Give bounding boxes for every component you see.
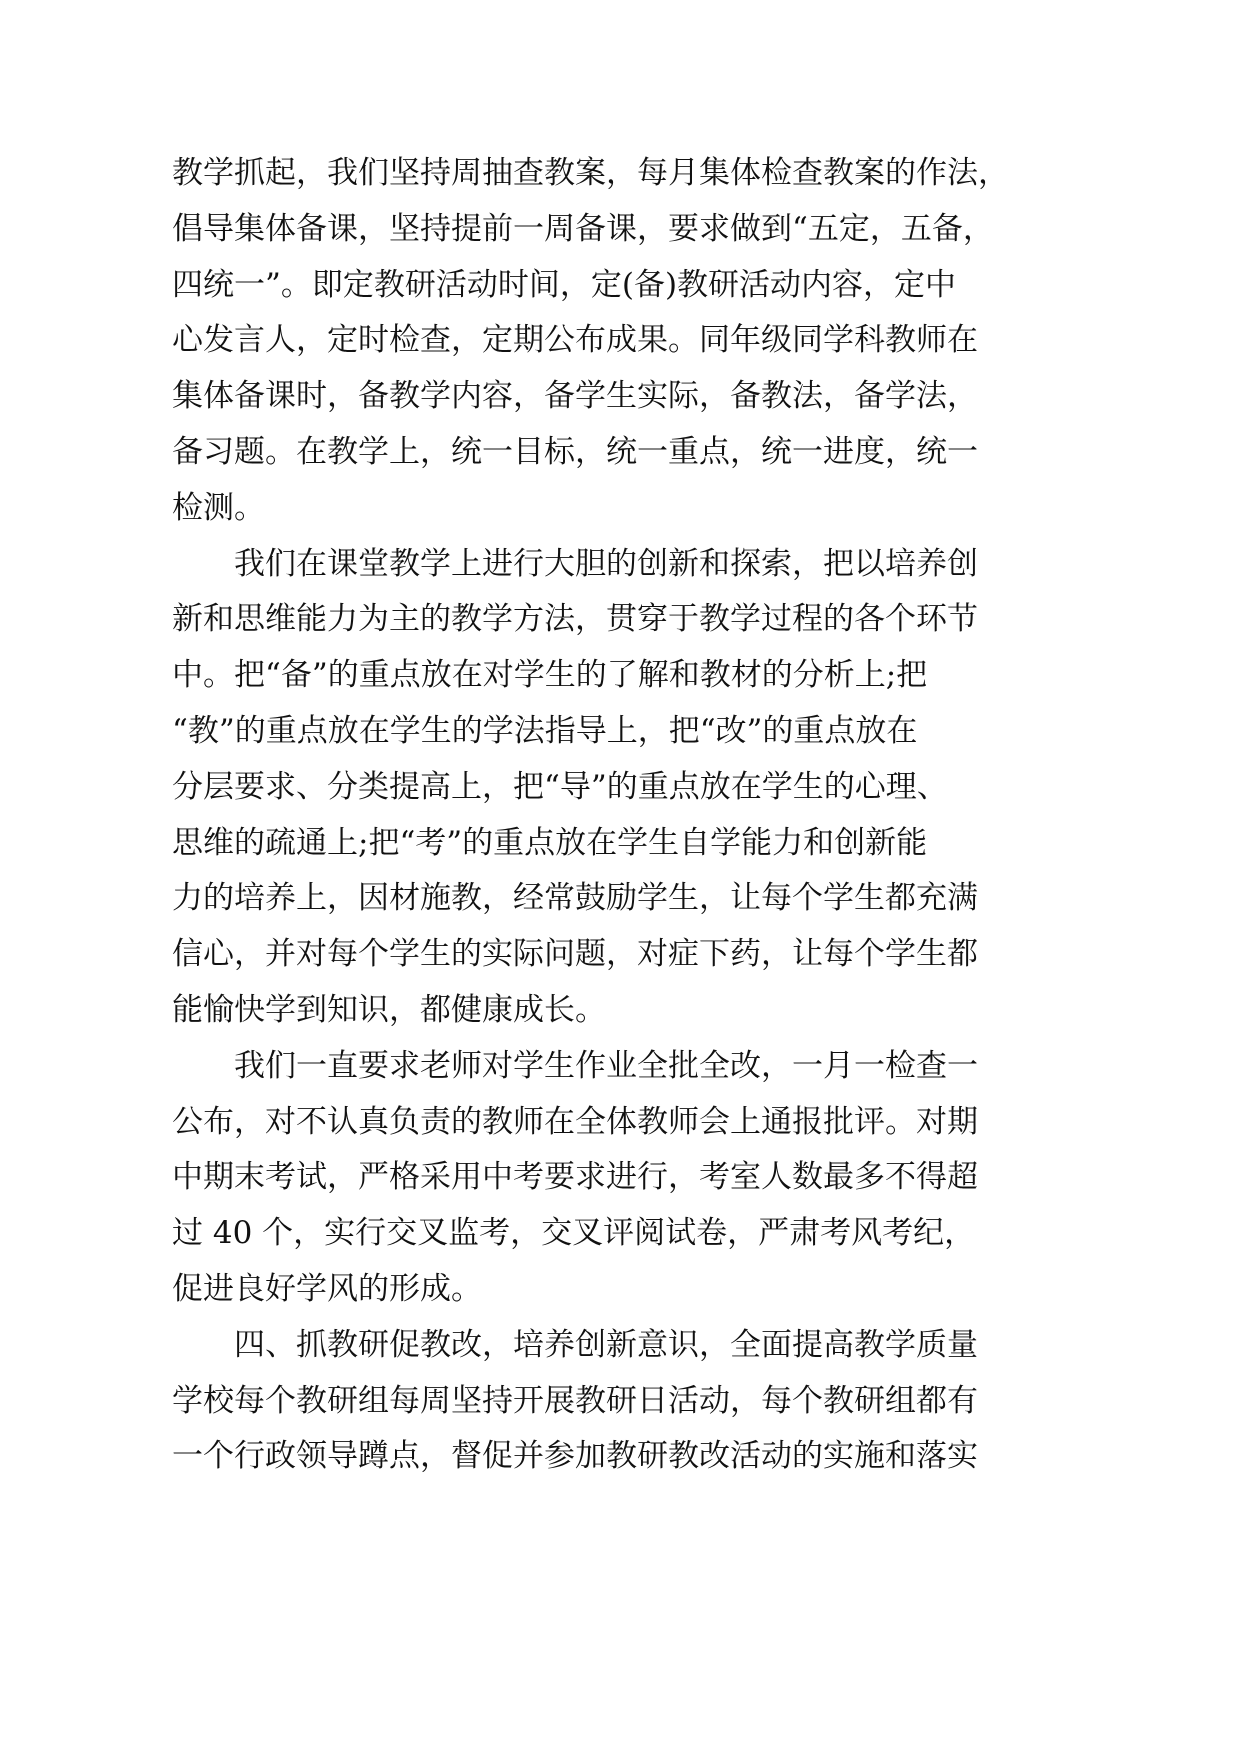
text-line: 我们一直要求老师对学生作业全批全改，一月一检查一: [172, 1047, 978, 1084]
text-line: 集体备课时，备教学内容，备学生实际，备教法，备学法，: [172, 378, 978, 415]
text-line: 中期末考试，严格采用中考要求进行，考室人数最多不得超: [172, 1159, 978, 1196]
text-line: 备习题。在教学上，统一目标，统一重点，统一进度，统一: [172, 433, 978, 470]
text-line: 学校每个教研组每周坚持开展教研日活动，每个教研组都有: [172, 1382, 978, 1419]
text-line: 四统一”。即定教研活动时间，定(备)教研活动内容，定中: [172, 266, 957, 303]
text-line: 促进良好学风的形成。: [172, 1270, 482, 1307]
text-line: “教”的重点放在学生的学法指导上，把“改”的重点放在: [172, 712, 918, 749]
text-line: 过 40 个，实行交叉监考，交叉评阅试卷，严肃考风考纪，: [172, 1215, 976, 1252]
text-line: 检测。: [172, 489, 265, 526]
text-line: 中。把“备”的重点放在对学生的了解和教材的分析上;把: [172, 657, 928, 694]
text-line: 倡导集体备课，坚持提前一周备课，要求做到“五定，五备，: [172, 210, 994, 247]
text-line: 公布，对不认真负责的教师在全体教师会上通报批评。对期: [172, 1103, 978, 1140]
text-line: 分层要求、分类提高上，把“导”的重点放在学生的心理、: [172, 768, 948, 805]
text-line: 能愉快学到知识，都健康成长。: [172, 991, 606, 1028]
text-line: 一个行政领导蹲点，督促并参加教研教改活动的实施和落实: [172, 1438, 978, 1475]
text-line: 心发言人，定时检查，定期公布成果。同年级同学科教师在: [172, 322, 978, 359]
text-line: 教学抓起，我们坚持周抽查教案，每月集体检查教案的作法，: [172, 155, 1009, 191]
text-line: 信心，并对每个学生的实际问题，对症下药，让每个学生都: [172, 936, 978, 973]
body-text: [172, 146, 1009, 1485]
text-line: 力的培养上，因材施教，经常鼓励学生，让每个学生都充满: [172, 880, 978, 917]
text-line: 四、抓教研促教改，培养创新意识，全面提高教学质量: [172, 1326, 978, 1363]
text-line: 新和思维能力为主的教学方法，贯穿于教学过程的各个环节: [172, 601, 978, 638]
text-line: 思维的疏通上;把“考”的重点放在学生自学能力和创新能: [172, 824, 928, 861]
text-line: 我们在课堂教学上进行大胆的创新和探索，把以培养创: [172, 545, 978, 582]
